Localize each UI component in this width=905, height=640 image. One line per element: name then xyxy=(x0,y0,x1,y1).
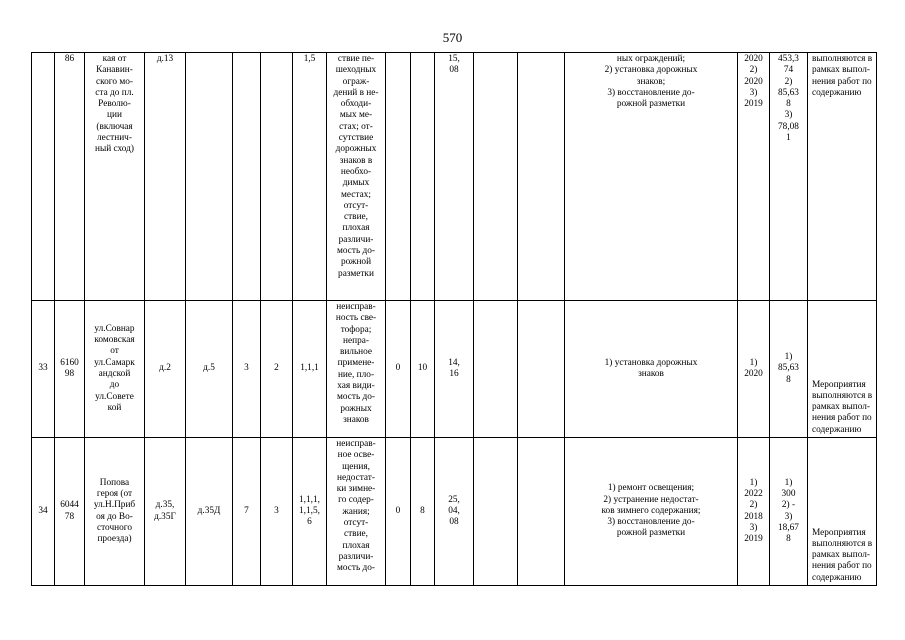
count-a xyxy=(233,53,261,301)
page-number: 570 xyxy=(442,30,463,45)
road-defects-table xyxy=(31,52,877,586)
house-from: д.13 xyxy=(145,53,186,301)
empty-cell xyxy=(474,438,518,586)
count-c xyxy=(386,53,411,301)
defect-codes: 1,1,1, 1,1,5, 6 xyxy=(293,438,327,586)
count-d: 10 xyxy=(411,301,435,438)
count-c: 0 xyxy=(386,301,411,438)
empty-cell xyxy=(518,53,565,301)
defect-description: ствие пе- шеходных ограж- дений в не- обходи- мых ме- стах; от- сутствие дорожных знаков в необхо- димых местах; отсут- ствие, плохая различи- мость до- рожной разметки xyxy=(327,53,386,301)
count-a: 7 xyxy=(233,438,261,586)
count-b: 2 xyxy=(261,301,293,438)
street-name: кая от Канавин- ского мо- ста до пл. Револю- ции (включая лестнич- ный сход) xyxy=(85,53,145,301)
house-from: д.35, д.35Г xyxy=(145,438,186,586)
years: 1) 2020 xyxy=(738,301,770,438)
empty-cell xyxy=(518,301,565,438)
count-c: 0 xyxy=(386,438,411,586)
house-from: д.2 xyxy=(145,301,186,438)
object-id: 6044 78 xyxy=(55,438,85,586)
table-row xyxy=(32,438,877,586)
dates: 25, 04, 08 xyxy=(435,438,474,586)
empty-cell xyxy=(474,301,518,438)
costs: 1) 85,63 8 xyxy=(770,301,808,438)
measures: ных ограждений; 2) установка дорожных знаков; 3) восстановление до- рожной разметки xyxy=(565,53,738,301)
house-to: д.5 xyxy=(186,301,233,438)
defect-description: неисправ- ность све- тофора; непра- вильное примене- ние, пло- хая види- мость до- рожных знаков xyxy=(327,301,386,438)
note: выполняются в рамках выпол- нения работ по содержанию xyxy=(808,53,877,301)
table-row xyxy=(32,301,877,438)
street-name: Попова героя (от ул.Н.Приб оя до Во- сточного проезда) xyxy=(85,438,145,586)
defect-description: неисправ- ное осве- щения, недостат- ки зимне- го содер- жания; отсут- ствие, плохая различи- мость до- xyxy=(327,438,386,586)
costs: 453,3 74 2) 85,63 8 3) 78,08 1 xyxy=(770,53,808,301)
count-d xyxy=(411,53,435,301)
defect-codes: 1,5 xyxy=(293,53,327,301)
note: Мероприятия выполняются в рамках выпол- нения работ по содержанию xyxy=(808,301,877,438)
empty-cell xyxy=(474,53,518,301)
years: 1) 2022 2) 2018 3) 2019 xyxy=(738,438,770,586)
object-id: 6160 98 xyxy=(55,301,85,438)
empty-cell xyxy=(518,438,565,586)
object-id: 86 xyxy=(55,53,85,301)
years: 2020 2) 2020 3) 2019 xyxy=(738,53,770,301)
table-row xyxy=(32,53,877,301)
street-name: ул.Совнар комовская от ул.Самарк андской до ул.Совете кой xyxy=(85,301,145,438)
dates: 15, 08 xyxy=(435,53,474,301)
measures: 1) установка дорожных знаков xyxy=(565,301,738,438)
row-number: 33 xyxy=(32,301,55,438)
row-number xyxy=(32,53,55,301)
count-b xyxy=(261,53,293,301)
count-d: 8 xyxy=(411,438,435,586)
house-to xyxy=(186,53,233,301)
dates: 14, 16 xyxy=(435,301,474,438)
count-b: 3 xyxy=(261,438,293,586)
note: Мероприятия выполняются в рамках выпол- нения работ по содержанию xyxy=(808,438,877,586)
row-number: 34 xyxy=(32,438,55,586)
house-to: д.35Д xyxy=(186,438,233,586)
measures: 1) ремонт освещения; 2) устранение недостат- ков зимнего содержания; 3) восстановление до- рожной разметки xyxy=(565,438,738,586)
defect-codes: 1,1,1 xyxy=(293,301,327,438)
count-a: 3 xyxy=(233,301,261,438)
costs: 1) 300 2) - 3) 18,67 8 xyxy=(770,438,808,586)
